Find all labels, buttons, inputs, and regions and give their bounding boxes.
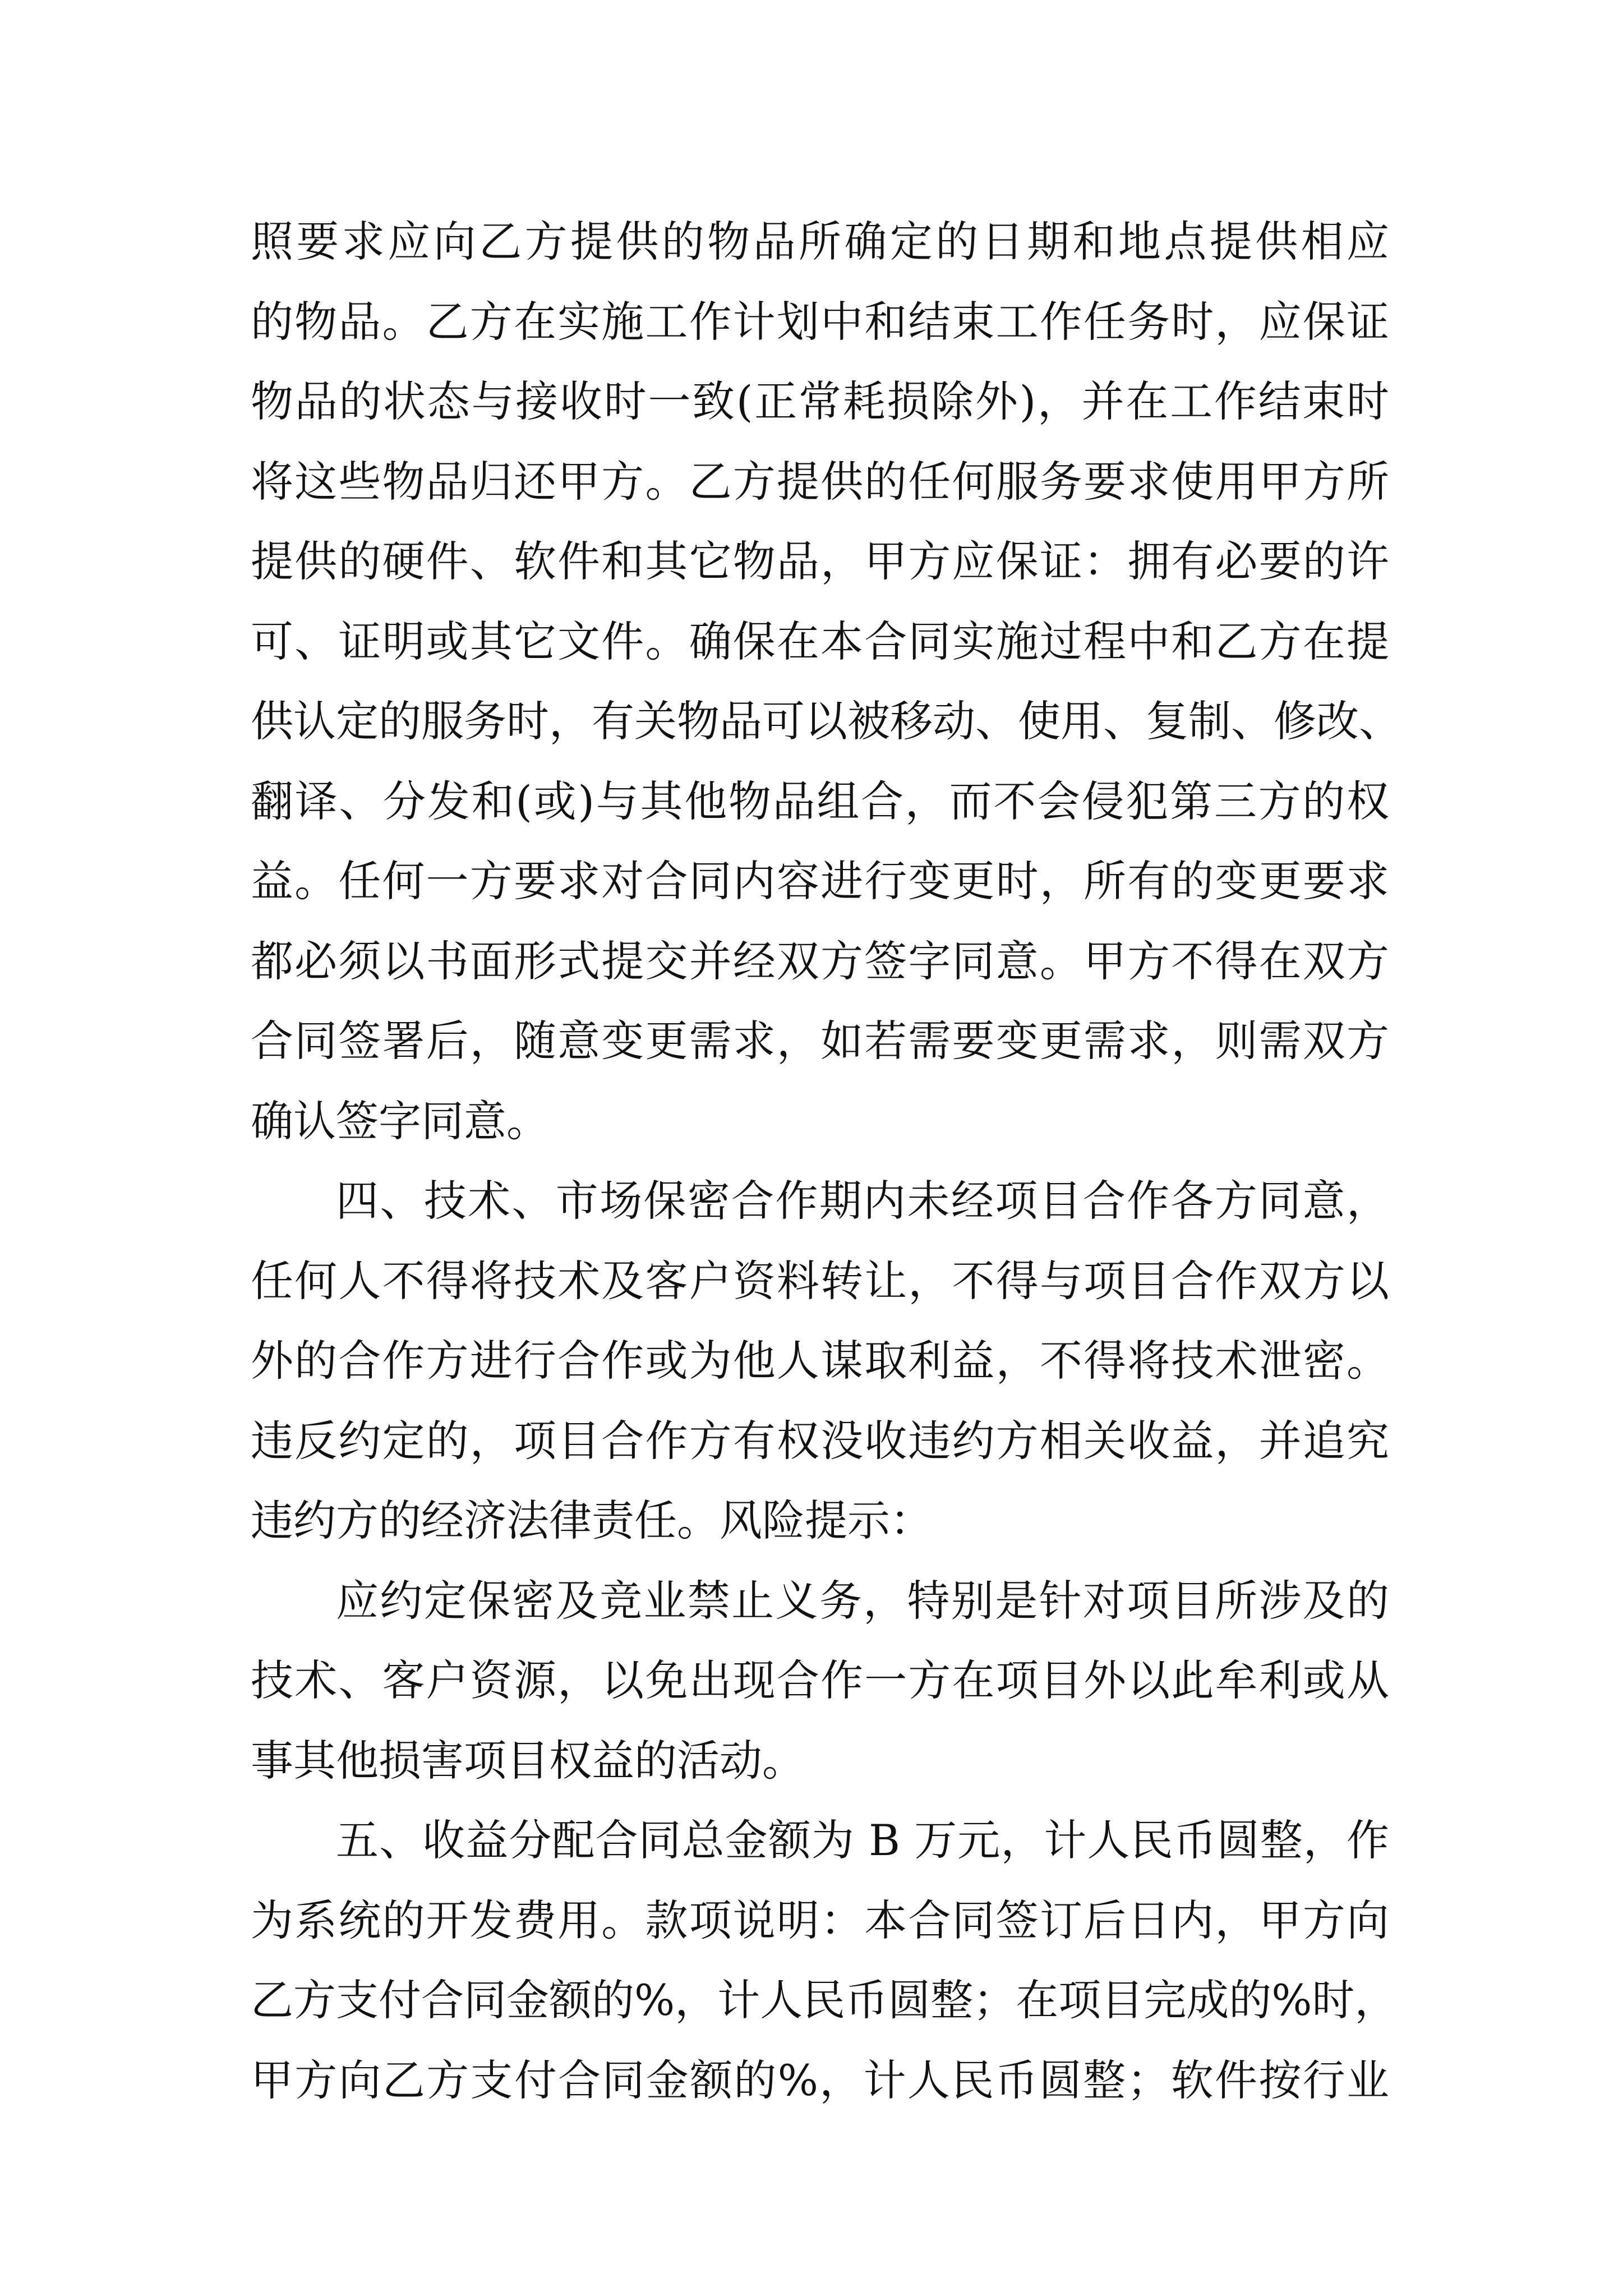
text-line: 甲方向乙方支付合同金额的%，计人民币圆整；软件按行业 [251,2055,1389,2105]
text-line: 违约方的经济法律责任。风险提示： [251,1496,933,1545]
text-line: 将这些物品归还甲方。乙方提供的任何服务要求使用甲方所 [251,456,1389,507]
text-line: 提供的硬件、软件和其它物品，甲方应保证：拥有必要的许 [251,536,1389,586]
paragraph-goods-provision [251,202,1401,1161]
text-line: 为系统的开发费用。款项说明：本合同签订后日内，甲方向 [251,1895,1389,1945]
text-line: 确认签字同意。 [251,1096,549,1146]
text-line: 供认定的服务时，有关物品可以被移动、使用、复制、修改、 [251,696,1401,746]
contract-body-text [251,202,1401,2120]
text-line: 翻译、分发和(或)与其他物品组合，而不会侵犯第三方的权 [251,776,1389,826]
text-line: 违反约定的，项目合作方有权没收违约方相关收益，并追究 [251,1415,1389,1466]
text-line: 物品的状态与接收时一致(正常耗损除外)，并在工作结束时 [251,376,1389,426]
text-line: 可、证明或其它文件。确保在本合同实施过程中和乙方在提 [251,616,1389,666]
paragraph-confidentiality [251,1161,1389,1561]
text-line: 应约定保密及竞业禁止义务，特别是针对项目所涉及的 [336,1575,1389,1626]
text-line: 外的合作方进行合作或为他人谋取利益，不得将技术泄密。 [251,1336,1389,1386]
text-line: 四、技术、市场保密合作期内未经项目合作各方同意， [336,1176,1389,1226]
text-line: 照要求应向乙方提供的物品所确定的日期和地点提供相应 [251,217,1389,266]
text-line: 的物品。乙方在实施工作计划中和结束工作任务时，应保证 [251,296,1389,347]
text-line: 技术、客户资源，以免出现合作一方在项目外以此牟利或从 [251,1655,1389,1705]
text-line: 事其他损害项目权益的活动。 [251,1735,805,1786]
text-line: 益。任何一方要求对合同内容进行变更时，所有的变更要求 [251,856,1389,906]
paragraph-revenue-distribution [251,1801,1398,2120]
text-line: 五、收益分配合同总金额为 B 万元，计人民币圆整，作 [336,1815,1389,1865]
text-line: 乙方支付合同金额的%，计人民币圆整；在项目完成的%时， [251,1975,1398,2025]
text-line: 任何人不得将技术及客户资料转让，不得与项目合作双方以 [251,1255,1389,1306]
paragraph-risk-note [251,1561,1389,1801]
text-line: 合同签署后，随意变更需求，如若需要变更需求，则需双方 [251,1016,1389,1066]
text-line: 都必须以书面形式提交并经双方签字同意。甲方不得在双方 [251,936,1389,986]
